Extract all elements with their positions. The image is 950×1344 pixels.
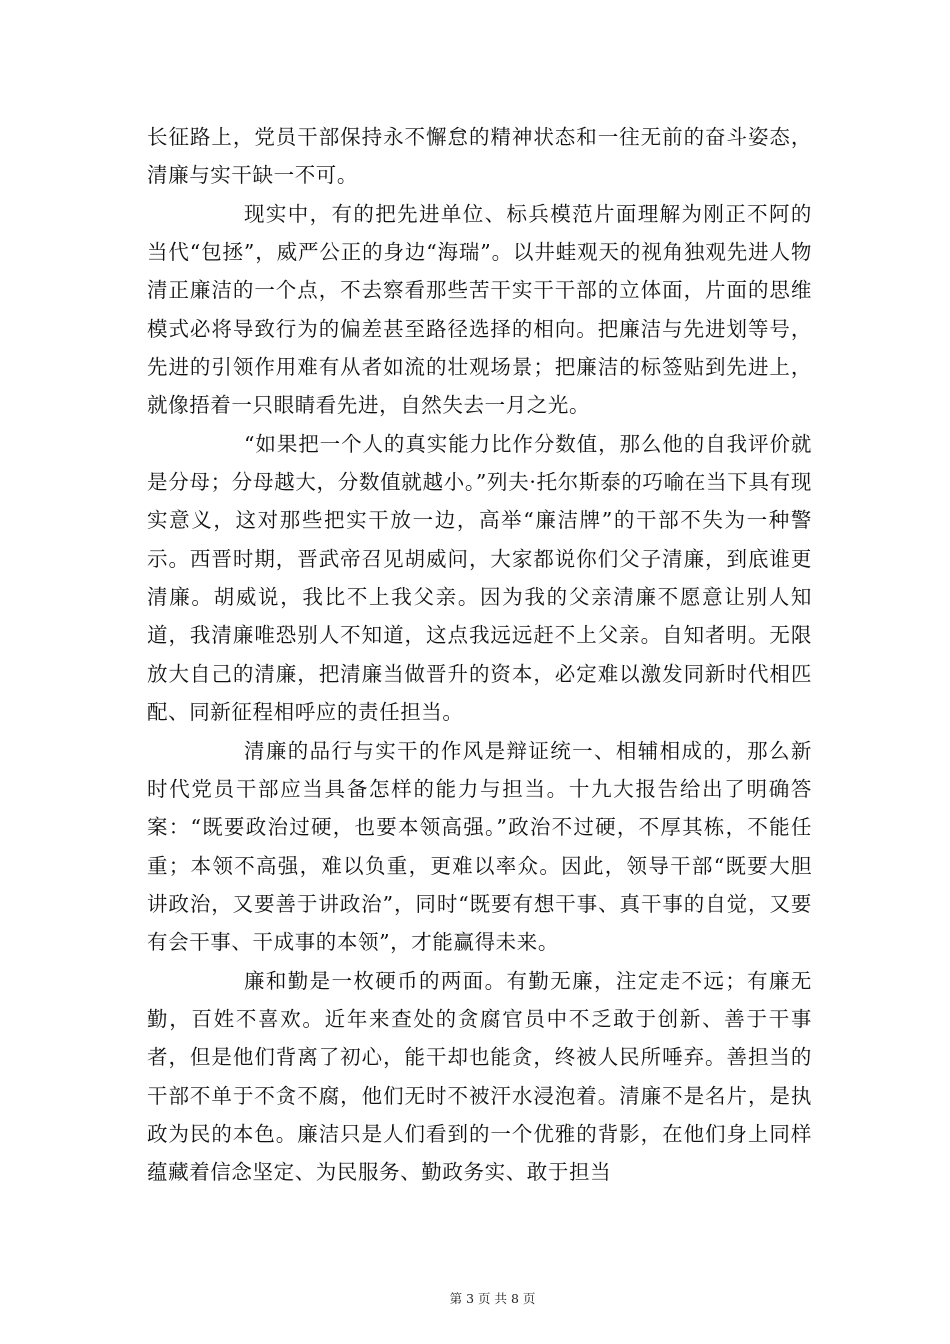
page-number: 第 3 页 共 8 页 (449, 1291, 536, 1306)
paragraph-integrity-and-diligence: 清廉的品行与实干的作风是辩证统一、相辅相成的，那么新时代党员干部应当具备怎样的能力与担当。十九大报告给出了明确答案：“既要政治过硬，也要本领高强。”政治不过硬，不厚其栋，不能任重；本领不高强，难以负重，更难以率众。因此，领导干部“既要大胆讲政治，又要善于讲政治”，同时“既要有想干事、真干事的自觉，又要有会干事、干成事的本领”，才能赢得未来。 (147, 738, 812, 955)
paragraph-coin-two-sides: 廉和勤是一枚硬币的两面。有勤无廉，注定走不远；有廉无勤，百姓不喜欢。近年来查处的贪腐官员中不乏敢于创新、善于干事者，但是他们背离了初心，能干却也能贪，终被人民所唾弃。善担当的干部不单于不贪不腐，他们无时不被汗水浸泡着。清廉不是名片，是执政为民的本色。廉洁只是人们看到的一个优雅的背影，在他们身上同样蕴藏着信念坚定、为民服务、勤政务实、敢于担当 (147, 968, 812, 1185)
paragraph-continuation: 长征路上，党员干部保持永不懈怠的精神状态和一往无前的奋斗姿态，清廉与实干缺一不可。 (147, 125, 812, 188)
body-text (147, 118, 812, 1192)
paragraph-tolstoy-quote: “如果把一个人的真实能力比作分数值，那么他的自我评价就是分母；分母越大，分数值就越小。”列夫·托尔斯泰的巧喻在当下具有现实意义，这对那些把实干放一边，高举“廉洁牌”的干部不失为一种警示。西晋时期，晋武帝召见胡威问，大家都说你们父子清廉，到底谁更清廉。胡威说，我比不上我父亲。因为我的父亲清廉不愿意让别人知道，我清廉唯恐别人不知道，这点我远远赶不上父亲。自知者明。无限放大自己的清廉，把清廉当做晋升的资本，必定难以激发同新时代相匹配、同新征程相呼应的责任担当。 (147, 431, 812, 725)
paragraph-reality: 现实中，有的把先进单位、标兵模范片面理解为刚正不阿的当代“包拯”，威严公正的身边“海瑞”。以井蛙观天的视角独观先进人物清正廉洁的一个点，不去察看那些苦干实干干部的立体面，片面的思维模式必将导致行为的偏差甚至路径选择的相向。把廉洁与先进划等号，先进的引领作用难有从者如流的壮观场景；把廉洁的标签贴到先进上，就像捂着一只眼睛看先进，自然失去一月之光。 (147, 201, 812, 418)
